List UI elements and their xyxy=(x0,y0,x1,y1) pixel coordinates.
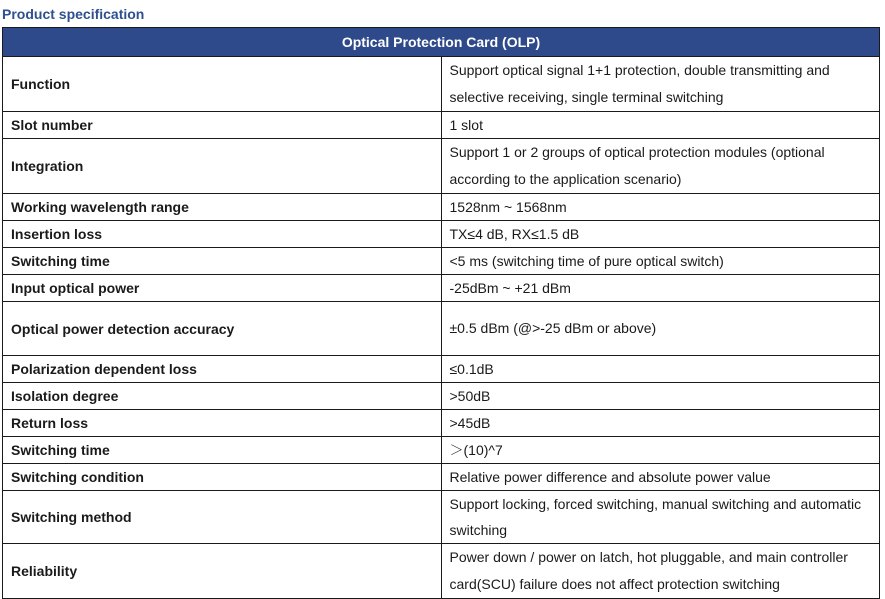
row-label: Insertion loss xyxy=(3,221,442,248)
row-label: Switching method xyxy=(3,491,442,544)
table-row xyxy=(3,356,880,383)
row-label: Optical power detection accuracy xyxy=(3,302,442,356)
table-row xyxy=(3,302,880,356)
table-row xyxy=(3,410,880,437)
row-value: 1 slot xyxy=(441,112,880,139)
row-value: Relative power difference and absolute power value xyxy=(441,464,880,491)
row-value: Support 1 or 2 groups of optical protection modules (optional according to the application scenario) xyxy=(441,139,880,194)
table-row xyxy=(3,383,880,410)
row-value: Support optical signal 1+1 protection, double transmitting and selective receiving, single terminal switching xyxy=(441,57,880,112)
row-value: ±0.5 dBm (@>-25 dBm or above) xyxy=(441,302,880,356)
row-value: >50dB xyxy=(441,383,880,410)
row-label: Switching time xyxy=(3,248,442,275)
table-row xyxy=(3,194,880,221)
row-label: Slot number xyxy=(3,112,442,139)
row-value: >45dB xyxy=(441,410,880,437)
row-label: Function xyxy=(3,57,442,112)
table-row xyxy=(3,221,880,248)
row-value: <5 ms (switching time of pure optical switch) xyxy=(441,248,880,275)
table-row xyxy=(3,248,880,275)
row-label: Isolation degree xyxy=(3,383,442,410)
table-title: Optical Protection Card (OLP) xyxy=(3,28,880,57)
row-label: Polarization dependent loss xyxy=(3,356,442,383)
row-value: ≤0.1dB xyxy=(441,356,880,383)
row-label: Integration xyxy=(3,139,442,194)
table-row xyxy=(3,437,880,464)
row-label: Input optical power xyxy=(3,275,442,302)
table-row xyxy=(3,544,880,599)
row-value: 1528nm ~ 1568nm xyxy=(441,194,880,221)
table-row xyxy=(3,139,880,194)
specification-table xyxy=(2,27,880,599)
table-row xyxy=(3,112,880,139)
row-label: Switching condition xyxy=(3,464,442,491)
row-value: ＞(10)^7 xyxy=(441,437,880,464)
row-value: -25dBm ~ +21 dBm xyxy=(441,275,880,302)
row-label: Reliability xyxy=(3,544,442,599)
row-label: Switching time xyxy=(3,437,442,464)
section-heading: Product specification xyxy=(2,6,145,22)
row-value: Power down / power on latch, hot pluggable, and main controller card(SCU) failure does not affect protection switching xyxy=(441,544,880,599)
table-row xyxy=(3,275,880,302)
table-row xyxy=(3,491,880,544)
table-row xyxy=(3,57,880,112)
row-value: TX≤4 dB, RX≤1.5 dB xyxy=(441,221,880,248)
row-value: Support locking, forced switching, manual switching and automatic switching xyxy=(441,491,880,544)
row-label: Working wavelength range xyxy=(3,194,442,221)
table-title-row xyxy=(3,28,880,57)
row-label: Return loss xyxy=(3,410,442,437)
table-row xyxy=(3,464,880,491)
